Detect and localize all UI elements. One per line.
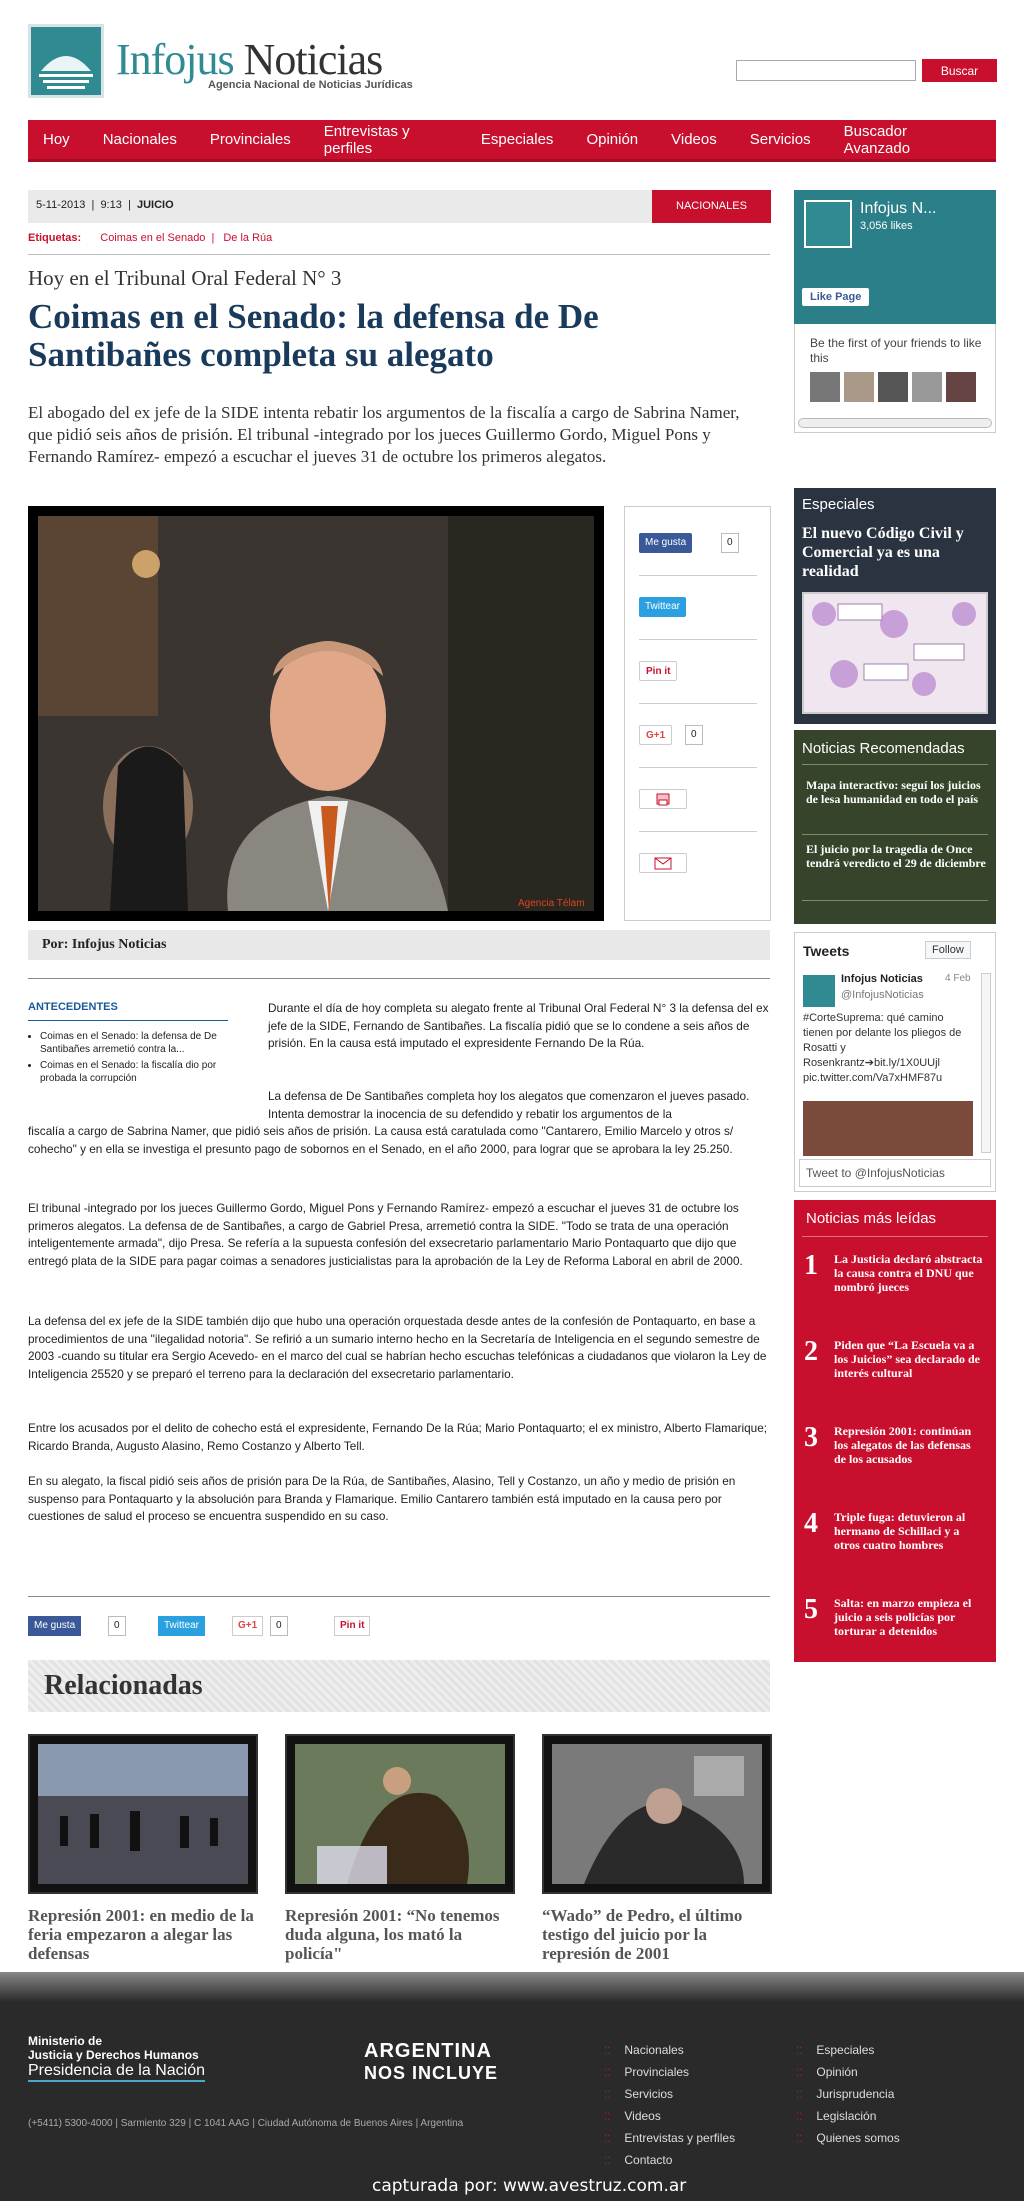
nav-item-videos[interactable]: Videos — [671, 131, 717, 148]
divider — [639, 639, 757, 640]
google-plus-button[interactable]: G+1 — [232, 1616, 263, 1636]
tags-label: Etiquetas: — [28, 232, 82, 244]
relacionadas-title: Relacionadas — [44, 1670, 203, 1701]
section-badge[interactable]: NACIONALES — [652, 190, 771, 223]
tweets-title: Tweets — [803, 943, 850, 959]
footer-link[interactable]: Opinión — [816, 2065, 858, 2079]
article-lead: El abogado del ex jefe de la SIDE intenta rebatir los argumentos de la fiscalía a cargo de Sabrina Namer, que pidió seis años de prisión. El tribunal -integrado por los jueces Guillermo Gordo, Miguel Pons y Fernando Ramírez- empezó a escuchar el jueves 31 de octubre los primeros alegatos. — [28, 403, 740, 466]
nav-item-nacionales[interactable]: Nacionales — [102, 131, 177, 148]
footer-link[interactable]: Entrevistas y perfiles — [624, 2131, 736, 2145]
logo-icon[interactable] — [28, 24, 104, 98]
rank-number: 3 — [804, 1422, 818, 1453]
tweet-date: 4 Feb — [945, 973, 971, 984]
related-headline[interactable]: “Wado” de Pedro, el último testigo del juicio por la represión de 2001 — [542, 1906, 743, 1963]
capture-watermark: capturada por: www.avestruz.com.ar — [372, 2176, 687, 2196]
mas-leidas-link[interactable]: Triple fuga: detuvieron al hermano de Schillaci y a otros cuatro hombres — [834, 1510, 966, 1552]
divider — [28, 1596, 770, 1597]
logo-wordmark[interactable]: Infojus Noticias — [116, 35, 383, 84]
main-nav — [28, 120, 996, 162]
footer-link[interactable]: Jurisprudencia — [816, 2087, 895, 2101]
article-paragraph: En su alegato, la fiscal pidió seis años de prisión para De la Rúa, de Santibañes, Alasino, Tell y Costanzo, un año y medio de prisión en suspenso para Pontaquarto y la absolución para Branda y Flamarique. Emilio Cantarero también está imputado en la causa pero por cuestiones de salud el proceso se encuentra suspendido en su caso. — [28, 1474, 736, 1523]
antecedentes-link[interactable]: • Coimas en el Senado: la defensa de De Santibañes arremetió contra la... — [40, 1030, 238, 1056]
article-paragraph: fiscalía a cargo de Sabrina Namer, que pidió seis años de prisión. La causa está caratulada como "Cantarero, Emilio Marcelo y otros s/ cohecho" y en ella se investiga el presunto pago de sobornos en el Senado, en el año 2000, para lograr que se aprobara la ley 25.250. — [28, 1124, 734, 1156]
tweet-handle: @InfojusNoticias — [841, 989, 924, 1001]
presidency-label: Presidencia de la Nación — [28, 2064, 205, 2082]
especiales-headline[interactable]: El nuevo Código Civil y Comercial ya es una realidad — [802, 525, 964, 580]
gplus-count: 0 — [685, 725, 703, 745]
article-kicker: Hoy en el Tribunal Oral Federal N° 3 — [28, 266, 342, 290]
article-time: 9:13 — [100, 199, 122, 211]
related-headline[interactable]: Represión 2001: “No tenemos duda alguna, los mató la policía" — [285, 1906, 500, 1963]
recomendadas-link[interactable]: Mapa interactivo: seguí los juicios de lesa humanidad en todo el país — [806, 778, 981, 806]
mas-leidas-title: Noticias más leídas — [806, 1210, 937, 1227]
tweet-text: #CorteSuprema: qué camino tienen por delante los pliegos de Rosatti y Rosenkrantz➔bit.ly/1X0UUjl pic.twitter.com/Va7xHMF87u — [803, 1012, 962, 1084]
divider — [28, 978, 770, 979]
article-paragraph: El tribunal -integrado por los jueces Guillermo Gordo, Miguel Pons y Fernando Ramírez- empezó a escuchar el jueves 31 de octubre los primeros alegatos. La defensa de de Santibañes, a cargo de Gabriel Presa, arremetió contra la SIDE. "Todo se trata de una operación inteligentemente armada", dijo Presa. Se refería a la supuesta confesión del exsecretario parlamentario Mario Pontaquarto que dijo que entregó plata de la SIDE para pagar coimas a senadores justicialistas para la aprobación de la Ley de Reforma Laboral en abril de 2000. — [28, 1201, 743, 1268]
facebook-likes: 3,056 likes — [860, 220, 913, 232]
nav-item-opinion[interactable]: Opinión — [586, 131, 639, 148]
search-input[interactable] — [736, 60, 916, 81]
like-count: 0 — [721, 533, 739, 553]
nav-item-hoy[interactable]: Hoy — [43, 131, 70, 148]
tweets-scrollbar[interactable] — [981, 973, 991, 1153]
antecedentes-list — [28, 1030, 238, 1088]
argentina-line2: NOS INCLUYE — [364, 2063, 499, 2083]
rank-number: 4 — [804, 1508, 818, 1539]
facebook-page-name: Infojus N... — [860, 200, 937, 217]
footer-link[interactable]: Especiales — [816, 2043, 875, 2057]
envelope-icon — [646, 854, 680, 872]
footer-link[interactable]: Quienes somos — [816, 2131, 900, 2145]
tweet-reply-input[interactable]: Tweet to @InfojusNoticias — [799, 1159, 991, 1187]
nav-item-servicios[interactable]: Servicios — [749, 131, 811, 148]
facebook-friends-text: Be the first of your friends to like this — [810, 336, 982, 365]
divider — [639, 575, 757, 576]
tweet-button[interactable]: Twittear — [639, 597, 686, 617]
twitter-follow-button[interactable]: Follow — [925, 941, 971, 959]
pinterest-button[interactable]: Pin it — [639, 661, 677, 681]
byline: Por: Infojus Noticias — [42, 937, 167, 952]
footer-link[interactable]: Contacto — [624, 2153, 673, 2167]
avatar[interactable] — [803, 975, 835, 1007]
footer-link[interactable]: Provinciales — [624, 2065, 690, 2079]
especiales-image[interactable] — [802, 592, 988, 714]
print-button[interactable] — [639, 789, 687, 809]
page-logo-icon — [804, 200, 852, 248]
tweet-button[interactable]: Twittear — [158, 1616, 205, 1636]
argentina-logo — [364, 2040, 498, 2084]
divider — [28, 254, 770, 255]
recomendadas-title: Noticias Recomendadas — [802, 740, 965, 757]
nav-item-entrevistas[interactable]: Entrevistas y perfiles — [323, 122, 410, 157]
nav-item-buscador-avanzado[interactable]: Buscador Avanzado — [843, 122, 911, 157]
related-thumbnail[interactable] — [285, 1734, 515, 1894]
rank-number: 5 — [804, 1594, 818, 1625]
footer-link[interactable]: Legislación — [816, 2109, 877, 2123]
especiales-widget — [794, 488, 996, 724]
footer-link[interactable]: Videos — [624, 2109, 661, 2123]
tweets-widget — [794, 932, 996, 1192]
ministry-line2: Justicia y Derechos Humanos — [28, 2048, 199, 2062]
article-paragraph: Durante el día de hoy completa su alegato frente al Tribunal Oral Federal N° 3 la defensa del ex jefe de la SIDE, Fernando de Santibañes. La fiscalía pidió que se lo condene a seis años de prisión. En la causa está imputado el expresidente Fernando De la Rúa. — [268, 1001, 769, 1050]
footer-link[interactable]: Nacionales — [624, 2043, 684, 2057]
like-count: 0 — [108, 1616, 126, 1636]
footer-links-2: ⁚⁚ Especiales ⁚⁚ Opinión ⁚⁚ Jurisprudencia ⁚⁚ Legislación ⁚⁚ Quienes somos — [796, 2043, 900, 2145]
divider — [639, 767, 757, 768]
pinterest-button[interactable]: Pin it — [334, 1616, 370, 1636]
mas-leidas-link[interactable]: Salta: en marzo empieza el juicio a seis policías por torturar a detenidos — [834, 1596, 972, 1638]
logo-tagline: Agencia Nacional de Noticias Jurídicas — [208, 79, 413, 91]
article-category: JUICIO — [136, 199, 174, 211]
article-meta: 5-11-2013 | 9:13 | JUICIO — [36, 199, 174, 211]
nav-item-especiales[interactable]: Especiales — [480, 131, 554, 148]
rank-number: 1 — [804, 1250, 818, 1281]
google-plus-button[interactable]: G+1 — [639, 725, 672, 745]
recomendadas-widget — [794, 730, 996, 924]
facebook-scrollbar[interactable] — [798, 418, 992, 428]
email-button[interactable] — [639, 853, 687, 873]
facebook-like-button[interactable]: Me gusta — [639, 533, 692, 553]
divider — [28, 1020, 228, 1021]
mas-leidas-link[interactable]: Represión 2001: continúan los alegatos de las defensas de los acusados — [834, 1424, 972, 1466]
facebook-friend-avatars — [810, 372, 990, 402]
print-icon — [646, 790, 680, 808]
tweet-image[interactable] — [803, 1101, 973, 1156]
ministry-line1: Ministerio de — [28, 2034, 103, 2048]
rank-number: 2 — [804, 1336, 818, 1367]
especiales-title: Especiales — [802, 496, 875, 513]
tags: Etiquetas: Coimas en el Senado | De la Rúa — [28, 232, 273, 244]
mas-leidas-widget — [794, 1200, 996, 1662]
footer-shadow — [0, 1972, 1024, 2002]
article-paragraph: La defensa del ex jefe de la SIDE también dijo que hubo una operación orquestada desde antes de la confesión de Pontaquarto, en base a procedimientos de una "ilegalidad notoria". Se refirió a un sumario interno hecho en la Secretaría de Inteligencia en el segundo semestre de 2003 -cuando su titular era Sergio Acevedo- en el marco del cual se habrían hecho escuchas telefónicas a ciudadanos que violaron la Ley de Inteligencia 25520 y se preparó el terreno para la declaración del exsecretario parlamentario. — [28, 1314, 767, 1381]
search-button[interactable]: Buscar — [922, 59, 997, 82]
facebook-like-page-button[interactable]: Like Page — [802, 288, 869, 306]
related-thumbnail[interactable] — [542, 1734, 772, 1894]
facebook-banner[interactable] — [794, 190, 996, 324]
share-column — [624, 506, 771, 921]
photo-credit: Agencia Télam — [518, 898, 585, 909]
tweet-user[interactable]: Infojus Noticias — [841, 973, 923, 985]
footer-address: (+5411) 5300-4000 | Sarmiento 329 | C 1041 AAG | Ciudad Autónoma de Buenos Aires | Argentina — [28, 2118, 464, 2129]
facebook-like-button[interactable]: Me gusta — [28, 1616, 81, 1636]
nav-item-provinciales[interactable]: Provinciales — [209, 131, 291, 148]
article-photo — [28, 506, 604, 921]
divider — [639, 831, 757, 832]
article-paragraph: La defensa de De Santibañes completa hoy los alegatos que comenzaron el jueves pasado. Intenta demostrar la inocencia de su defendido y rebatir los argumentos de la — [268, 1089, 750, 1121]
related-headline[interactable]: Represión 2001: en medio de la feria empezaron a alegar las defensas — [28, 1906, 254, 1963]
footer-link[interactable]: Servicios — [624, 2087, 674, 2101]
footer-links-1: ⁚⁚ Nacionales ⁚⁚ Provinciales ⁚⁚ Servicios ⁚⁚ Videos ⁚⁚ Entrevistas y perfiles ⁚⁚ Contacto — [604, 2043, 736, 2167]
related-thumbnail[interactable] — [28, 1734, 258, 1894]
recomendadas-link[interactable]: El juicio por la tragedia de Once tendrá veredicto el 29 de diciembre — [806, 842, 986, 870]
mas-leidas-link[interactable]: La Justicia declaró abstracta la causa contra el DNU que nombró jueces — [834, 1252, 983, 1294]
argentina-line1: ARGENTINA — [364, 2040, 492, 2062]
article-headline: Coimas en el Senado: la defensa de De Santibañes completa su alegato — [28, 297, 599, 374]
tag-link[interactable]: De la Rúa — [223, 232, 273, 244]
article-date: 5-11-2013 — [36, 199, 86, 211]
gplus-count: 0 — [270, 1616, 288, 1636]
footer-ministry[interactable] — [28, 2034, 205, 2082]
antecedentes-title: ANTECEDENTES — [28, 1001, 118, 1013]
antecedentes-link[interactable]: • Coimas en el Senado: la fiscalía dio por probada la corrupción — [40, 1059, 238, 1085]
divider — [639, 703, 757, 704]
mas-leidas-link[interactable]: Piden que “La Escuela va a los Juicios” sea declarado de interés cultural — [834, 1338, 980, 1380]
tag-link[interactable]: Coimas en el Senado — [100, 232, 206, 244]
article-paragraph: Entre los acusados por el delito de cohecho está el expresidente, Fernando De la Rúa; Mario Pontaquarto; el ex ministro, Alberto Flamarique; Ricardo Branda, Augusto Alasino, Remo Costanzo y Alberto Tell. — [28, 1421, 768, 1453]
